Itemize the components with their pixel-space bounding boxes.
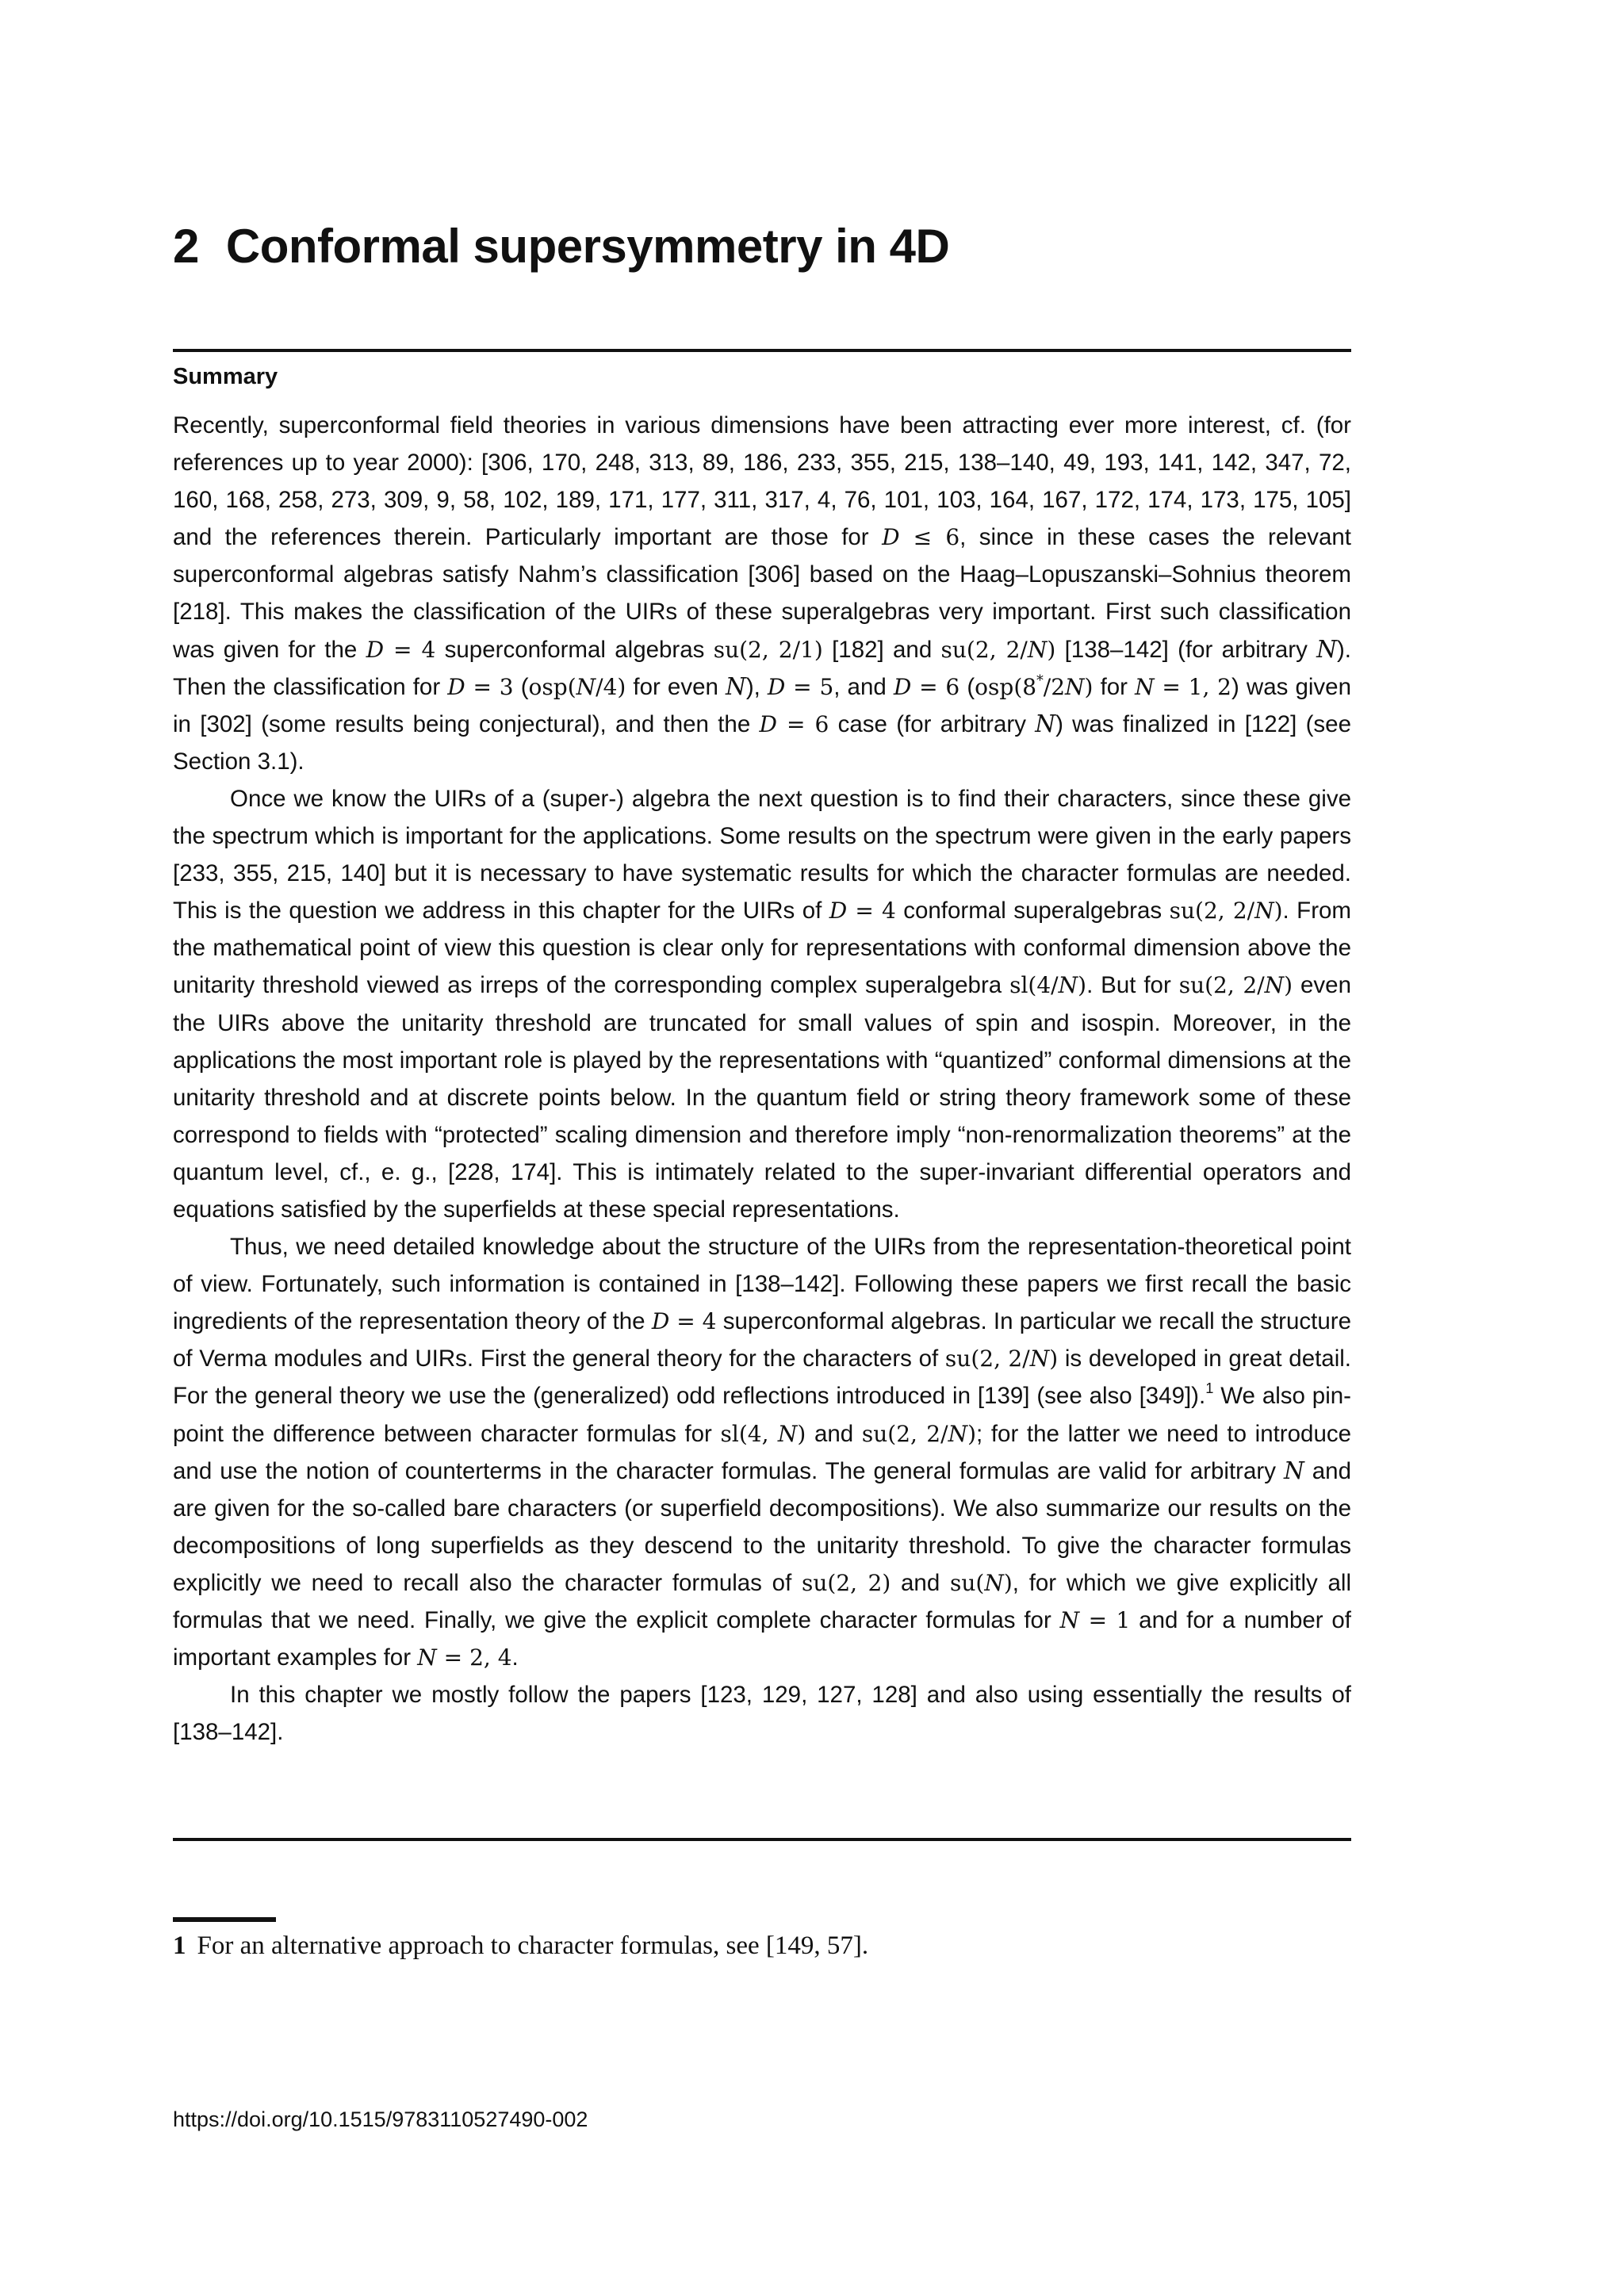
text-run: ) was finalized in [122] (see Section 3.1). bbox=[173, 710, 1351, 775]
footnote-ref[interactable]: 1 bbox=[1205, 1380, 1214, 1397]
math-inline: sl(4/N) bbox=[1009, 972, 1087, 999]
math-inline: su(2, 2/N) bbox=[1178, 972, 1293, 999]
text-run: . bbox=[511, 1644, 519, 1671]
text-run: Recently, superconformal field theories in various dimensions have been attracting ever more interest, cf. (for references up to year 2000): [306, 170, 248, 313, 89, 186, 233, 355, 215, 138–140, 49, 193, 141, 142, 347, 72, 160, 168, 258, 273, 309, 9, 58, 102, 189, 171, 177, 311, 317, 4, 76, 101, 103, 164, 167, 172, 174, 173, 175, 105] and the references therein. Particularly important are those for bbox=[173, 412, 1351, 551]
text-run: even the UIRs above the unitarity threshold are truncated for small values of spin and isospin. Moreover, in the applications the most important role is played by the representations with “quantized” conformal dimensions at the unitarity threshold and at discrete points below. In the quantum field or string theory framework some of these correspond to fields with “protected” scaling dimension and therefore imply “non-renormalization theorems” at the quantum level, cf., e. g., [228, 174]. This is intimately related to the super-invariant differential operators and equations satisfied by the superfields at these special representations. bbox=[173, 972, 1351, 1223]
math-inline: D = 4 bbox=[651, 1308, 717, 1335]
footnote-text: For an alternative approach to character formulas, see [149, 57]. bbox=[197, 1931, 869, 1960]
math-inline: osp(8*/2N) bbox=[975, 672, 1094, 700]
text-run: In this chapter we mostly follow the papers [123, 129, 127, 128] and also using essentially the results of [138–142]. bbox=[173, 1682, 1351, 1746]
math-inline: N bbox=[726, 672, 746, 700]
summary-paragraph-1 bbox=[173, 407, 1351, 780]
text-run: . But for bbox=[1086, 972, 1179, 999]
summary-paragraph-2 bbox=[173, 780, 1351, 1228]
text-run: ( bbox=[513, 673, 529, 700]
doi-link[interactable]: https://doi.org/10.1515/9783110527490-002 bbox=[173, 2107, 588, 2131]
text-run: ) was given in [302] (some results being conjectural), and then the bbox=[173, 673, 1351, 737]
math-inline: D = 6 bbox=[759, 710, 829, 737]
text-run: and for a number of important examples for bbox=[173, 1607, 1351, 1671]
text-run: ( bbox=[959, 673, 975, 700]
footnote-number: 1 bbox=[173, 1931, 186, 1960]
text-run: , and bbox=[833, 673, 894, 700]
math-inline: su(2, 2/N) bbox=[940, 636, 1056, 663]
math-inline: su(2, 2/N) bbox=[861, 1420, 977, 1447]
chapter-title-text: Conformal supersymmetry in 4D bbox=[225, 220, 950, 273]
text-run: , since in these cases the relevant superconformal algebras satisfy Nahm’s classification [306] based on the Haag–Lopuszanski–Sohnius theorem [218]. This makes the classification of the UIRs of these superalgebras very important. First such classification was given for the bbox=[173, 524, 1351, 663]
text-run: ; for the latter we need to introduce and use the notion of counterterms in the character formulas. The general formulas are valid for arbitrary bbox=[173, 1420, 1352, 1484]
text-run: for even bbox=[626, 673, 726, 700]
text-run: and bbox=[891, 1569, 950, 1596]
text-run: . From the mathematical point of view this question is clear only for representations with conformal dimension above the unitarity threshold viewed as irreps of the corresponding complex superalgebra bbox=[173, 898, 1352, 999]
text-run: case (for arbitrary bbox=[829, 710, 1036, 737]
math-inline: D = 5 bbox=[767, 673, 834, 700]
footnote bbox=[173, 1928, 1351, 1963]
text-run: conformal superalgebras bbox=[895, 898, 1170, 924]
math-inline: sl(4, N) bbox=[720, 1420, 806, 1447]
math-inline: su(2, 2) bbox=[802, 1569, 891, 1596]
text-run: for bbox=[1093, 673, 1136, 700]
summary-body bbox=[173, 407, 1351, 1751]
text-run: and bbox=[806, 1420, 862, 1447]
math-inline: su(2, 2/1) bbox=[713, 636, 823, 663]
math-inline: su(2, 2/N) bbox=[944, 1346, 1059, 1372]
math-inline: N = 1, 2 bbox=[1135, 673, 1232, 700]
math-inline: N bbox=[1283, 1457, 1304, 1484]
chapter-title bbox=[173, 220, 949, 273]
math-inline: N = 1 bbox=[1059, 1607, 1131, 1633]
summary-heading: Summary bbox=[173, 364, 278, 389]
footnote-rule bbox=[173, 1917, 276, 1922]
math-inline: N = 2, 4 bbox=[417, 1644, 512, 1671]
math-inline: D ≤ 6 bbox=[882, 524, 960, 551]
text-run: superconformal algebras. In particular we recall the structure of Verma modules and UIRs. First the general theory for the characters of bbox=[173, 1308, 1351, 1372]
math-inline: D = 4 bbox=[366, 636, 436, 663]
summary-paragraph-4 bbox=[173, 1676, 1351, 1751]
math-inline: D = 6 bbox=[893, 673, 960, 700]
text-run: and are given for the so-called bare characters (or superfield decompositions). We also summarize our results on the decompositions of long superfields as they descend to the unitarity threshold. To give the character formulas explicitly we need to recall also the character formulas of bbox=[173, 1457, 1351, 1596]
text-run: , for which we give explicitly all formulas that we need. Finally, we give the explicit complete character formulas for bbox=[173, 1569, 1351, 1633]
text-run: superconformal algebras bbox=[435, 636, 714, 663]
math-inline: osp(N/4) bbox=[528, 673, 626, 700]
text-run: [138–142] (for arbitrary bbox=[1055, 636, 1317, 663]
text-run: Once we know the UIRs of a (super-) algebra the next question is to find their characters, since these give the spectrum which is important for the applications. Some results on the spectrum were given in the early papers [233, 355, 215, 140] but it is necessary to have systematic results for which the character formulas are needed. This is the question we address in this chapter for the UIRs of bbox=[173, 785, 1351, 924]
math-inline: D = 3 bbox=[447, 673, 514, 700]
math-inline: D = 4 bbox=[829, 898, 896, 924]
math-inline: N bbox=[1316, 635, 1337, 663]
text-run: Thus, we need detailed knowledge about the structure of the UIRs from the representation-theoretical point of view. Fortunately, such information is contained in [138–142]. Following these papers we first recall the basic ingredients of the representation theory of the bbox=[173, 1234, 1351, 1335]
text-run: is developed in great detail. For the general theory we use the (generalized) odd reflections introduced in [139] (see also [349]). bbox=[173, 1346, 1352, 1410]
summary-paragraph-3 bbox=[173, 1228, 1351, 1676]
text-run: We also pin-point the difference between character formulas for bbox=[173, 1383, 1351, 1447]
text-run: ), bbox=[745, 673, 768, 700]
chapter-number: 2 bbox=[173, 220, 199, 273]
summary-top-rule bbox=[173, 349, 1351, 352]
math-inline: N bbox=[1035, 710, 1056, 737]
summary-bottom-rule bbox=[173, 1838, 1351, 1841]
math-inline: su(N) bbox=[949, 1569, 1013, 1596]
math-inline: su(2, 2/N) bbox=[1169, 898, 1283, 924]
text-run: ). Then the classification for bbox=[173, 636, 1351, 700]
text-run: [182] and bbox=[822, 636, 941, 663]
